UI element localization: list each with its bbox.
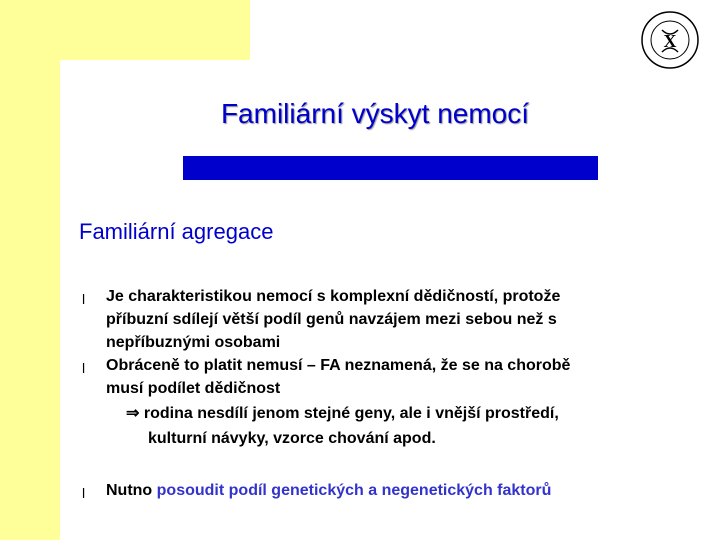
bullet-marker: l <box>82 360 86 376</box>
implication-line-2: kulturní návyky, vzorce chování apod. <box>148 430 436 447</box>
implication-line-1 <box>126 402 559 425</box>
bullet-3-highlight: posoudit podíl genetických a negenetických faktorů <box>156 482 552 499</box>
title-underline-bar <box>183 156 598 180</box>
implies-arrow-icon: ⇒ <box>126 405 140 422</box>
implication-text-1: rodina nesdílí jenom stejné geny, ale i vnější prostředí, <box>143 405 559 422</box>
bullet-1-line-3: nepříbuznými osobami <box>106 334 281 351</box>
svg-text:X: X <box>663 31 677 51</box>
bullet-3-prefix: Nutno <box>106 482 157 499</box>
bullet-marker: l <box>82 291 86 307</box>
university-seal-icon <box>640 10 700 70</box>
bullet-marker: l <box>82 485 86 501</box>
bullet-2-line-1: Obráceně to platit nemusí – FA neznamená, že se na chorobě <box>106 357 571 374</box>
bullet-2-line-2: musí podílet dědičnost <box>106 380 281 397</box>
bullet-1-line-1: Je charakteristikou nemocí s komplexní dědičností, protože <box>106 288 561 305</box>
bullet-3-text <box>106 479 551 502</box>
bullet-1-text <box>106 285 560 354</box>
decor-yellow-side <box>0 0 60 540</box>
slide-title: Familiární výskyt nemocí <box>220 98 530 129</box>
bullet-1-line-2: příbuzní sdílejí větší podíl genů navzájem mezi sebou než s <box>106 311 557 328</box>
bullet-2-text <box>106 354 570 400</box>
slide-subtitle: Familiární agregace <box>79 219 274 244</box>
